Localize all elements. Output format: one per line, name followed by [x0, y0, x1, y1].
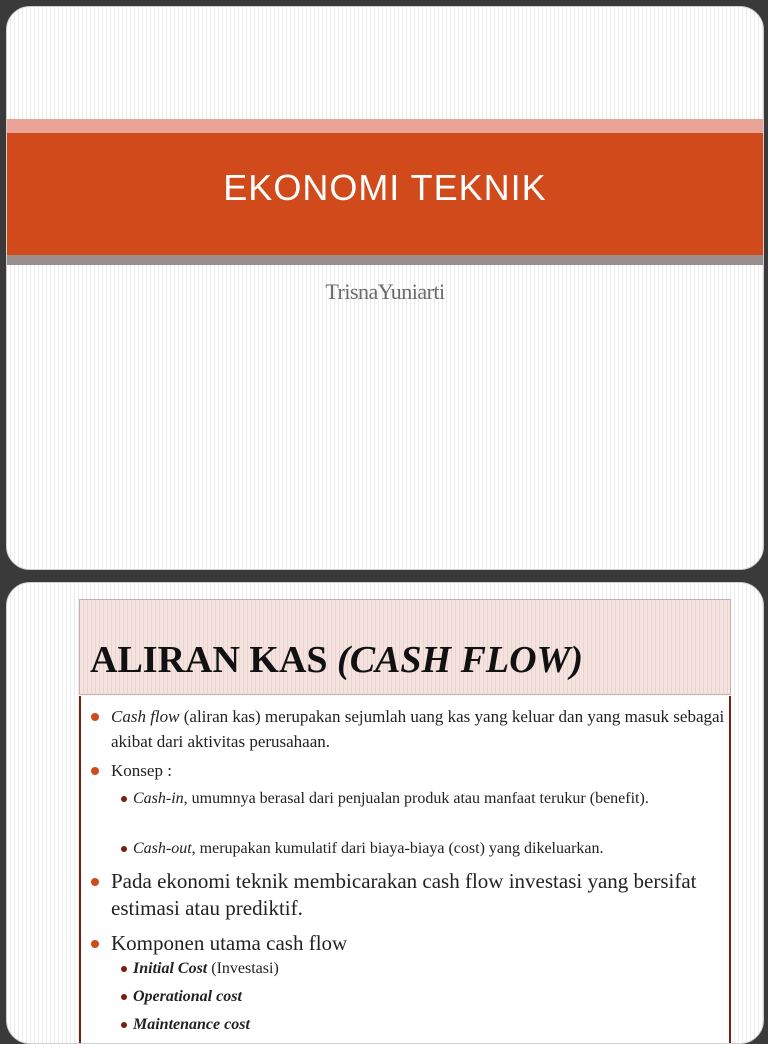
bullet-ekonomi-teknik	[81, 868, 751, 922]
term-initial-cost: Initial Cost	[133, 960, 208, 977]
title-band-top	[7, 119, 763, 133]
title-slide	[6, 6, 764, 570]
term-operational-cost: Operational cost	[133, 988, 242, 1005]
bullet-cash-flow	[81, 704, 751, 754]
subbullet-cash-out	[81, 838, 753, 860]
subbullet-maintenance-cost	[81, 1014, 753, 1036]
term-cash-in: Cash-in	[133, 790, 184, 807]
bullet-text: Komponen utama cash flow	[111, 931, 348, 955]
bullet-text: Konsep :	[111, 761, 172, 780]
section-title-italic: (CASH FLOW)	[337, 639, 584, 681]
slide-title: EKONOMI TEKNIK	[223, 167, 547, 208]
title-band-bottom	[7, 255, 763, 265]
term-maintenance-cost: Maintenance cost	[133, 1016, 250, 1033]
section-title	[90, 638, 583, 682]
term-cash-out: Cash-out	[133, 840, 192, 857]
content-slide	[6, 582, 764, 1044]
bullet-text: Pada ekonomi teknik membicarakan cash flow investasi yang bersifat estimasi atau prediktif.	[111, 869, 697, 920]
bullet-komponen	[81, 930, 751, 957]
term-cash-flow: Cash flow	[111, 707, 180, 726]
bullet-text: , merupakan kumulatif dari biaya-biaya (cost) yang dikeluarkan.	[191, 840, 604, 857]
subbullet-operational-cost	[81, 986, 753, 1008]
slide-author: TrisnaYuniarti	[325, 279, 445, 304]
subbullet-cash-in	[81, 788, 753, 810]
bullet-text: , umumnya berasal dari penjualan produk atau manfaat terukur (benefit).	[183, 790, 649, 807]
subbullet-initial-cost	[81, 958, 753, 980]
bullet-text: (Investasi)	[207, 960, 279, 977]
bullet-text: (aliran kas) merupakan sejumlah uang kas yang keluar dan yang masuk sebagai akibat dari aktivitas perusahaan.	[111, 707, 725, 751]
section-title-main: ALIRAN KAS	[90, 639, 338, 681]
section-header	[79, 599, 731, 695]
bullet-konsep	[81, 758, 751, 783]
content-body	[79, 696, 731, 1044]
